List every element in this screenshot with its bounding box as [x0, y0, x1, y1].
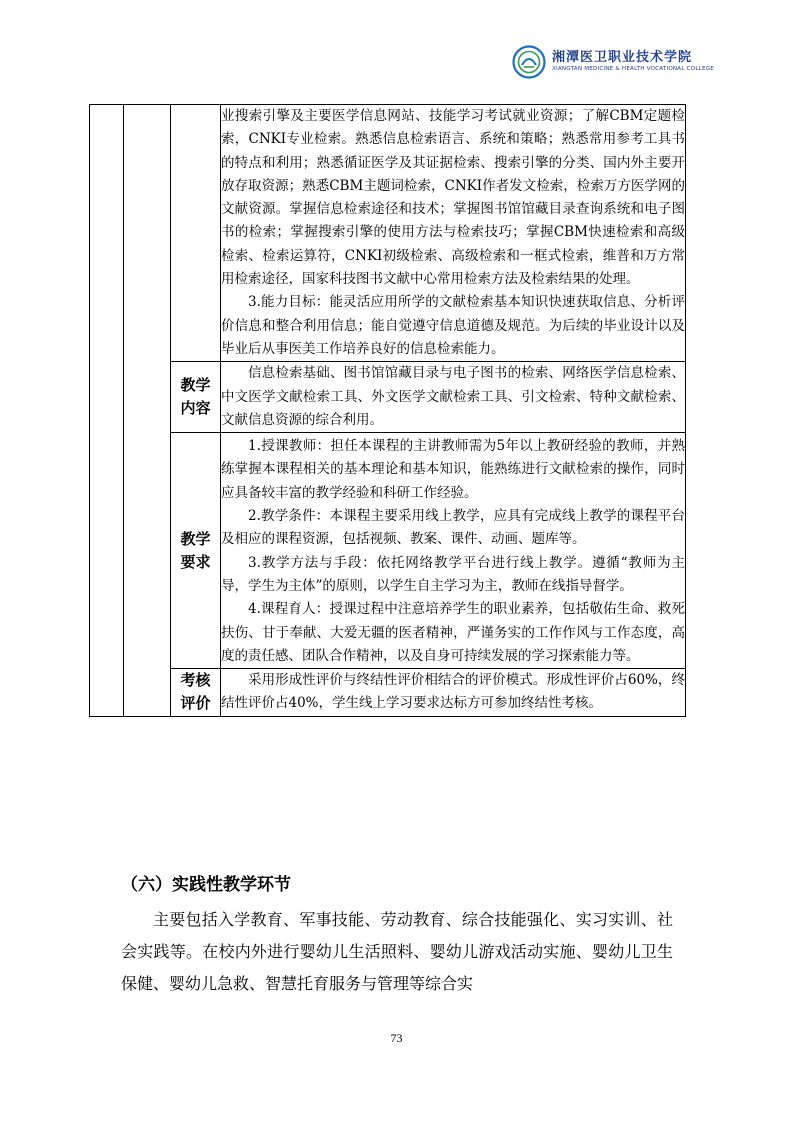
requirement-item: 1.授课教师：担任本课程的主讲教师需为5年以上教研经验的教师，并熟练掌握本课程相关的基本理论和基本知识，能熟练进行文献检索的操作，同时应具备较丰富的教学经验和科研工作经验。	[221, 438, 685, 501]
requirement-item: 3.教学方法与手段：依托网络教学平台进行线上教学。遵循“教师为主导，学生为主体”的原则，以学生自主学习为主，教师在线指导督学。	[221, 554, 685, 594]
content-text: 信息检索基础、图书馆馆藏目录与电子图书的检索、网络医学信息检索、中文医学文献检索工具、外文医学文献检索工具、引文检索、特种文献检索、文献信息资源的综合利用。	[221, 365, 685, 428]
table-row-content	[90, 362, 686, 433]
requirement-item: 4.课程育人：授课过程中注意培养学生的职业素养，包括敬佑生命、救死扶伤、甘于奉献、大爱无疆的医者精神，严谨务实的工作作风与工作态度，高度的责任感、团队合作精神，以及自身可持续发展的学习探索能力等。	[221, 601, 685, 664]
school-emblem-icon	[512, 45, 546, 79]
table-row-assessment	[90, 669, 686, 717]
blank-cell-1	[90, 105, 124, 717]
school-logo	[512, 44, 772, 80]
assessment-label: 考核评价	[171, 669, 221, 717]
blank-cell-2	[124, 105, 171, 717]
content-label: 教学内容	[171, 362, 221, 433]
requirement-item: 2.教学条件：本课程主要采用线上教学，应具有完成线上教学的课程平台及相应的课程资源，包括视频、教案、课件、动画、题库等。	[221, 508, 685, 548]
table-row-objectives	[90, 105, 686, 362]
school-name-en: XIANGTAN MEDICINE & HEALTH VOCATIONAL COLLEGE	[552, 66, 714, 73]
content-text-cell	[221, 362, 686, 433]
objectives-ability-text: 3.能力目标：能灵活应用所学的文献检索基本知识快速获取信息、分析评价信息和整合利用信息；能自觉遵守信息道德及规范。为后续的毕业设计以及毕业后从事医美工作培养良好的信息检索能力。	[221, 294, 685, 357]
section-paragraph: 主要包括入学教育、军事技能、劳动教育、综合技能强化、实习实训、社会实践等。在校内外进行婴幼儿生活照料、婴幼儿游戏活动实施、婴幼儿卫生保健、婴幼儿急救、智慧托育服务与管理等综合实	[121, 910, 673, 993]
objectives-text-cell	[221, 105, 686, 362]
table-row-requirements	[90, 433, 686, 669]
objectives-knowledge-text: 业搜索引擎及主要医学信息网站、技能学习考试就业资源；了解CBM定题检索，CNKI专业检索。熟悉信息检索语言、系统和策略；熟悉常用参考工具书的特点和利用；熟悉循证医学及其证据检索、搜索引擎的分类、国内外主要开放存取资源；熟悉CBM主题词检索，CNKI作者发文检索，检索万方医学网的文献资源。掌握信息检索途径和技术；掌握图书馆馆藏目录查询系统和电子图书的检索；掌握搜索引擎的使用方法与检索技巧；掌握CBM快速检索和高级检索、检索运算符，CNKI初级检索、高级检索和一框式检索，维普和万方常用检索途径，国家科技图书文献中心常用检索方法及检索结果的处理。	[221, 108, 685, 288]
page-number: 73	[390, 1031, 403, 1045]
objectives-label-cell	[171, 105, 221, 362]
course-table	[89, 104, 686, 717]
requirements-text-cell	[221, 433, 686, 669]
assessment-text: 采用形成性评价与终结性评价相结合的评价模式。形成性评价占60%，终结性评价占40%，学生线上学习要求达标方可参加终结性考核。	[221, 672, 685, 712]
requirements-label: 教学要求	[171, 433, 221, 669]
assessment-text-cell	[221, 669, 686, 717]
school-name-cn: 湘潭医卫职业技术学院	[552, 50, 693, 66]
section-title: （六）实践性教学环节	[121, 875, 291, 895]
